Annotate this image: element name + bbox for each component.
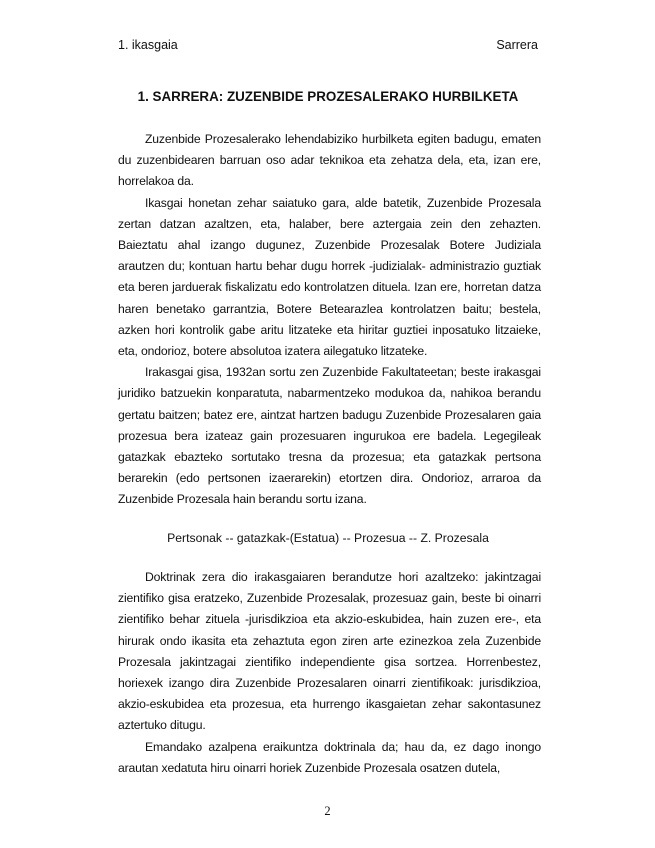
paragraph-5: Emandako azalpena eraikuntza doktrinala da; hau da, ez dago inongo arautan xedatuta hiru oinarri horiek Zuzenbide Prozesala osatzen dutela, <box>118 739 541 775</box>
chapter-title: 1. SARRERA: ZUZENBIDE PROZESALERAKO HURBILKETA <box>137 89 519 104</box>
body-text-block-1 <box>118 129 541 511</box>
paragraph-2: Ikasgai honetan zehar saiatuko gara, alde batetik, Zuzenbide Prozesala zertan datzan azaltzen, eta, halaber, bere aztergaia zein den zehazten. Baieztatu ahal izango dugunez, Zuzenbide Prozesalak Botere Judiziala arautzen du; kontuan hartu behar dugu horrek -judizialak- administrazio guztiak eta beren jarduerak fiskalizatu edo kontrolatzen dituela. Izan ere, horretan datza haren benetako garrantzia, Botere Betearazlea kontrolatzen baitu; bestela, azken hori kontrolik gabe aritu litzateke eta hiritar guztiei inposatuko litzaieke, eta, ondorioz, botere absolutoa izatera ailegatuko litzateke. <box>118 195 541 359</box>
concept-chain: Pertsonak -- gatazkak-(Estatua) -- Prozesua -- Z. Prozesala <box>167 531 489 545</box>
paragraph-1: Zuzenbide Prozesalerako lehendabiziko hurbilketa egiten badugu, ematen du zuzenbidearen barruan oso adar teknikoa eta zehatza dela, eta, izan ere, horrelakoa da. <box>118 132 541 189</box>
paragraph-4: Doktrinak zera dio irakasgaiaren berandutze hori azaltzeko: jakintzagai zientifiko gisa eratzeko, Zuzenbide Prozesalak, prozesuaz gain, beste bi oinarri zientifiko behar zituela -jurisdikzioa eta akzio-eskubidea, hain zuzen ere-, eta hirurak ondo ikasita eta zehaztuta egon ziren arte ezinezkoa zela Zuzenbide Prozesala jakintzagai zientifiko independiente gisa sortzea. Horrenbestez, horiexek izango dira Zuzenbide Prozesalaren oinarri zientifikoak: jurisdikzioa, akzio-eskubidea eta prozesua, eta hurrengo ikasgaietan zehar sakontasunez aztertuko ditugu. <box>118 570 541 733</box>
header-section: Sarrera <box>496 38 538 52</box>
body-text-block-2 <box>118 567 541 779</box>
header-lesson: 1. ikasgaia <box>118 38 178 52</box>
paragraph-3: Irakasgai gisa, 1932an sortu zen Zuzenbide Fakultateetan; beste irakasgai juridiko batzuekin konparatuta, nabarmentzeko modukoa da, nahikoa berandu gertatu baitzen; batez ere, aintzat hartzen badugu Zuzenbide Prozesalaren gaia prozesua bera izateaz gain prozesuaren ingurukoa ere badela. Legegileak gatazkak ebazteko sortutako tresna da prozesua; eta gatazkak pertsona berarekin (edo pertsonen izaerarekin) etortzen dira. Ondorioz, arraroa da Zuzenbide Prozesala hain berandu sortu izana. <box>118 365 541 507</box>
page-number: 2 <box>324 804 331 818</box>
